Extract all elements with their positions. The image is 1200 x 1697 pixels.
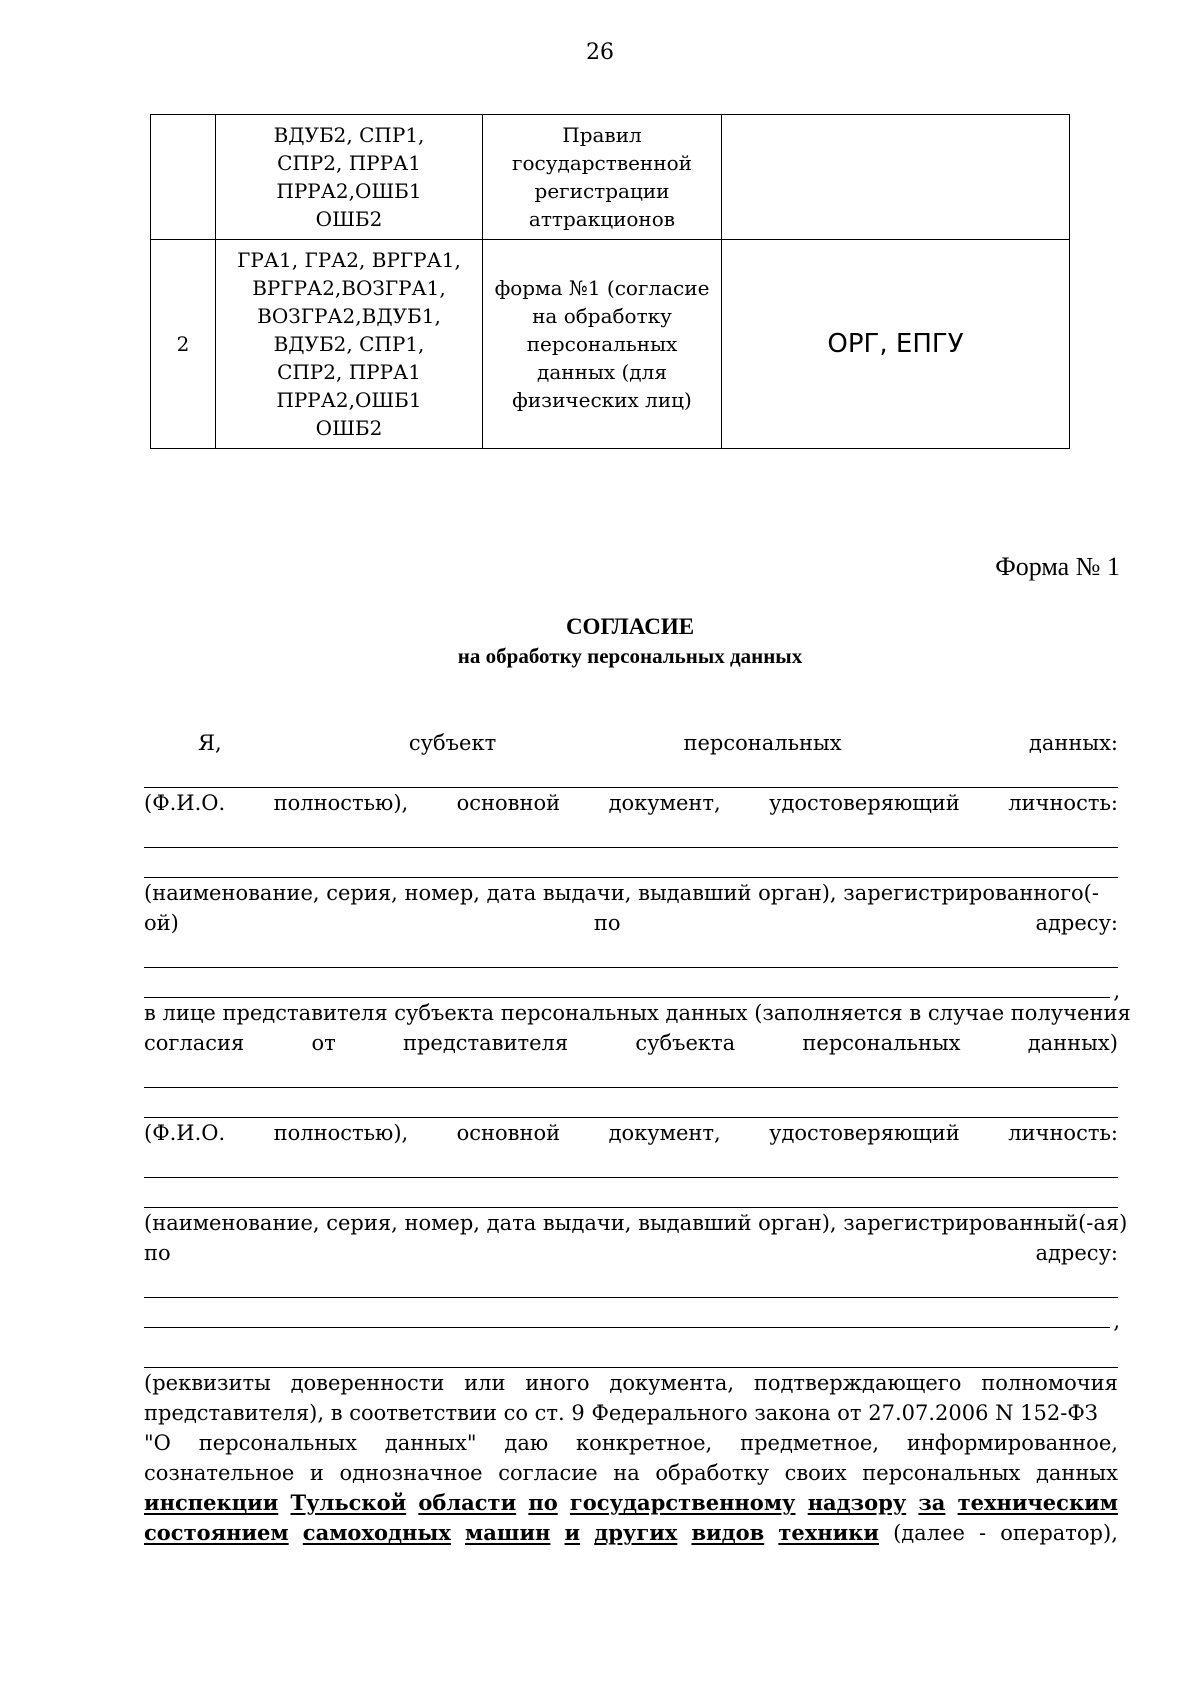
word: информированное, xyxy=(906,1431,1118,1455)
proxy-caption-line xyxy=(144,1368,1118,1398)
word: техническим xyxy=(957,1490,1118,1515)
word: данных xyxy=(1035,1461,1118,1485)
word: своих xyxy=(784,1461,847,1485)
word: данных) xyxy=(1027,1031,1118,1055)
law-line-3 xyxy=(144,1458,1118,1488)
representative-address-field[interactable] xyxy=(144,1268,1118,1298)
word: машин xyxy=(465,1520,551,1545)
word: документ, xyxy=(608,791,721,815)
table-cell-codes: ГРА1, ГРА2, ВРГРА1, ВРГРА2,ВОЗГРА1, ВОЗГРА2,ВДУБ1, ВДУБ2, СПР1, СПР2, ПРРА1 ПРРА2,ОШБ1 ОШБ2 xyxy=(216,240,483,449)
word: однозначное xyxy=(339,1461,483,1485)
operator-line-1 xyxy=(144,1488,1118,1518)
representative-address-field-2[interactable] xyxy=(144,1298,1110,1328)
word: персональных xyxy=(683,731,842,755)
word: по xyxy=(144,1241,171,1265)
word: полномочия xyxy=(981,1371,1118,1395)
representative-document-field[interactable] xyxy=(144,1148,1118,1178)
word: и xyxy=(309,1461,324,1485)
table-row xyxy=(151,115,1070,240)
word: обработку xyxy=(655,1461,769,1485)
word: документ, xyxy=(608,1121,721,1145)
word: ой) xyxy=(144,911,179,935)
table-cell-source xyxy=(722,115,1070,240)
word: удостоверяющий xyxy=(769,1121,960,1145)
word: основной xyxy=(456,791,561,815)
word: персональных xyxy=(198,1431,357,1455)
word: или xyxy=(464,1371,506,1395)
word: личность: xyxy=(1008,791,1118,815)
word: даю xyxy=(504,1431,549,1455)
word: согласия xyxy=(144,1031,245,1055)
subject-line xyxy=(144,728,1118,758)
fio-caption-line-2 xyxy=(144,1118,1118,1148)
word: иного xyxy=(525,1371,590,1395)
word: инспекции xyxy=(144,1490,279,1515)
subject-document-field[interactable] xyxy=(144,818,1118,848)
word: (Ф.И.О. xyxy=(144,1121,226,1145)
table-cell-number: 2 xyxy=(151,240,216,449)
subject-address-field-2[interactable] xyxy=(144,968,1110,998)
word: состоянием xyxy=(144,1520,289,1545)
representative-fio-field[interactable] xyxy=(144,1088,1118,1118)
word: надзору xyxy=(807,1490,907,1515)
word: от xyxy=(311,1031,336,1055)
word: по xyxy=(528,1490,558,1515)
word: субъект xyxy=(408,731,497,755)
word: самоходных xyxy=(302,1520,451,1545)
subject-fio-field[interactable] xyxy=(144,758,1118,788)
word: адресу: xyxy=(1035,1241,1118,1265)
fio-caption-line xyxy=(144,788,1118,818)
word: личность: xyxy=(1008,1121,1118,1145)
word: подтверждающего xyxy=(753,1371,962,1395)
consent-form-body xyxy=(144,728,1131,1548)
word: субъекта xyxy=(635,1031,736,1055)
representative-caption-line-2 xyxy=(144,1028,1118,1058)
word: на xyxy=(613,1461,640,1485)
table-cell-source: ОРГ, ЕПГУ xyxy=(722,240,1070,449)
word: "О xyxy=(144,1431,171,1455)
representative-caption-line: в лице представителя субъекта персональных данных (заполняется в случае получения xyxy=(144,1001,1131,1025)
word: (далее xyxy=(893,1521,965,1545)
word: по xyxy=(593,911,621,935)
word: данных: xyxy=(1028,731,1118,755)
form-subtitle: на обработку персональных данных xyxy=(457,644,803,668)
registration-table xyxy=(150,114,1070,449)
law-line-1: представителя), в соответствии со ст. 9 Федерального закона от 27.07.2006 N 152-ФЗ xyxy=(144,1401,1098,1425)
word: за xyxy=(918,1490,946,1515)
word: документа, xyxy=(609,1371,735,1395)
form-label: Форма № 1 xyxy=(995,552,1120,581)
word: техники xyxy=(778,1520,879,1545)
word: других xyxy=(594,1520,678,1545)
word: адресу: xyxy=(1035,911,1118,935)
word: полностью), xyxy=(273,1121,409,1145)
subject-address-field[interactable] xyxy=(144,938,1118,968)
page-number: 26 xyxy=(586,40,614,65)
word: видов xyxy=(691,1520,765,1545)
word: сознательное xyxy=(144,1461,295,1485)
word: конкретное, xyxy=(576,1431,713,1455)
operator-line-2 xyxy=(144,1518,1118,1548)
word: основной xyxy=(456,1121,561,1145)
table-cell-number xyxy=(151,115,216,240)
word: области xyxy=(418,1490,517,1515)
word: (реквизиты xyxy=(144,1371,271,1395)
word: (Ф.И.О. xyxy=(144,791,226,815)
table-cell-codes: ВДУБ2, СПР1, СПР2, ПРРА1 ПРРА2,ОШБ1 ОШБ2 xyxy=(216,115,483,240)
proxy-details-field[interactable] xyxy=(144,1338,1118,1368)
word: доверенности xyxy=(290,1371,445,1395)
word: персональных xyxy=(862,1461,1021,1485)
address-caption-line-2 xyxy=(144,1238,1118,1268)
word: удостоверяющий xyxy=(769,791,960,815)
word: согласие xyxy=(498,1461,598,1485)
subject-document-field-2[interactable] xyxy=(144,848,1118,878)
document-caption-line-2: (наименование, серия, номер, дата выдачи, выдавший орган), зарегистрированный(-ая) xyxy=(144,1211,1128,1235)
law-line-2 xyxy=(144,1428,1118,1458)
form-title: СОГЛАСИЕ xyxy=(565,614,695,639)
word: персональных xyxy=(802,1031,961,1055)
table-cell-document: Правил государственной регистрации аттракционов xyxy=(483,115,722,240)
word: и xyxy=(564,1520,581,1545)
representative-field[interactable] xyxy=(144,1058,1118,1088)
word: полностью), xyxy=(273,791,409,815)
word: - xyxy=(979,1521,987,1545)
word: Я, xyxy=(198,731,222,755)
representative-document-field-2[interactable] xyxy=(144,1178,1118,1208)
address-caption-line xyxy=(144,908,1118,938)
word: данных" xyxy=(384,1431,477,1455)
table-row xyxy=(151,240,1070,449)
document-caption-line: (наименование, серия, номер, дата выдачи, выдавший орган), зарегистрированного(- xyxy=(144,881,1099,905)
word: государственному xyxy=(569,1490,796,1515)
table-cell-document: форма №1 (согласие на обработку персональных данных (для физических лиц) xyxy=(483,240,722,449)
word: оператор), xyxy=(1000,1521,1118,1545)
word: Тульской xyxy=(290,1490,407,1515)
word: представителя xyxy=(402,1031,569,1055)
word: предметное, xyxy=(740,1431,879,1455)
